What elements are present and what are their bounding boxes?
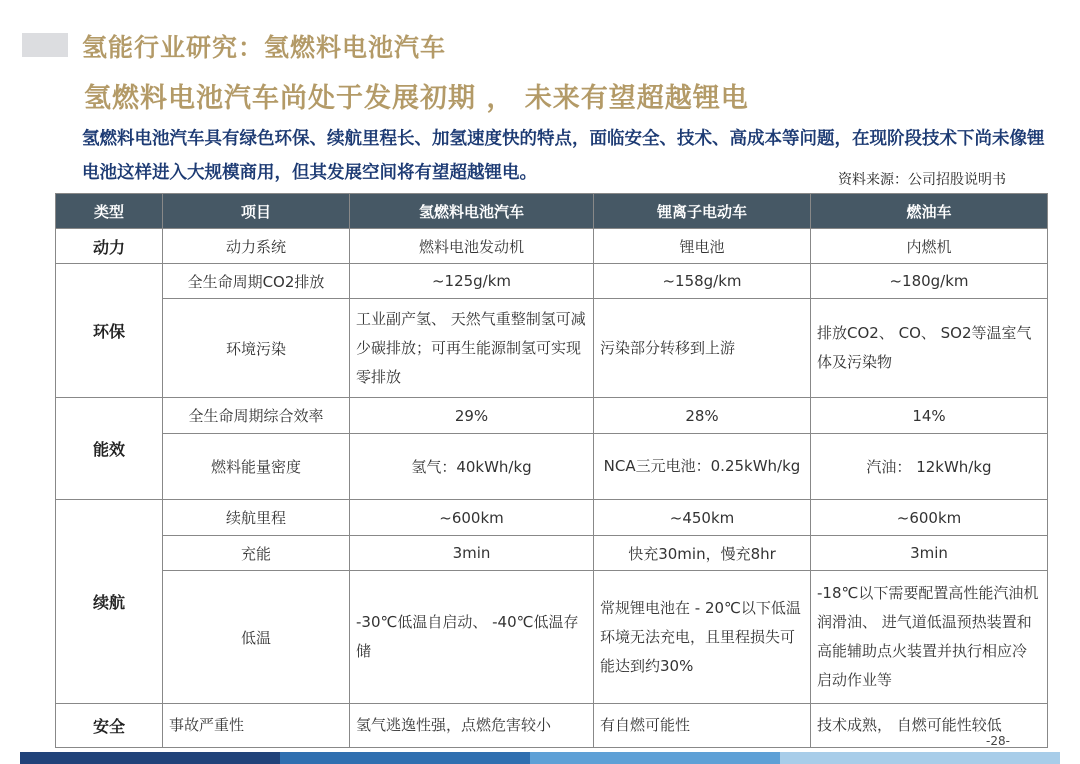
page-title: 氢能行业研究：氢燃料电池汽车 — [82, 33, 447, 62]
row-item: 燃料能量密度 — [163, 434, 350, 500]
comparison-table — [55, 193, 1048, 748]
row-ice: 3min — [811, 536, 1048, 571]
header-fcv: 氢燃料电池汽车 — [350, 194, 594, 229]
row-item: 续航里程 — [163, 500, 350, 536]
footer-bar-segment — [530, 752, 780, 764]
row-ice: 14% — [811, 398, 1048, 434]
footer-bar-segment — [20, 752, 280, 764]
row-fcv: ~125g/km — [350, 264, 594, 299]
row-fcv: 氢气逃逸性强，点燃危害较小 — [350, 704, 594, 748]
row-ice: 技术成熟， 自燃可能性较低 — [811, 704, 1048, 748]
table-row — [56, 434, 1048, 500]
row-ev: ~450km — [594, 500, 811, 536]
table-row — [56, 299, 1048, 398]
source-note: 资料来源：公司招股说明书 — [838, 172, 1006, 188]
row-item: 低温 — [163, 571, 350, 704]
row-fcv: 氢气：40kWh/kg — [350, 434, 594, 500]
row-item: 动力系统 — [163, 229, 350, 264]
table-row — [56, 398, 1048, 434]
row-ice: ~180g/km — [811, 264, 1048, 299]
row-fcv: 3min — [350, 536, 594, 571]
category-efficiency: 能效 — [56, 398, 163, 500]
table-row — [56, 704, 1048, 748]
lead-paragraph: 氢燃料电池汽车具有绿色环保、续航里程长、加氢速度快的特点，面临安全、技术、高成本等问题，在现阶段技术下尚未像锂电池这样进入大规模商用，但其发展空间将有望超越锂电。 — [82, 129, 1045, 183]
row-fcv: -30℃低温自启动、 -40℃低温存储 — [350, 571, 594, 704]
footer-bar-segment — [780, 752, 1060, 764]
row-ev: 28% — [594, 398, 811, 434]
table-row — [56, 571, 1048, 704]
header-type: 类型 — [56, 194, 163, 229]
row-ice: 排放CO2、 CO、 SO2等温室气体及污染物 — [811, 299, 1048, 398]
footer-bar-segment — [280, 752, 530, 764]
row-fcv: 燃料电池发动机 — [350, 229, 594, 264]
row-ev: 有自燃可能性 — [594, 704, 811, 748]
category-power: 动力 — [56, 229, 163, 264]
row-ev: 常规锂电池在 - 20℃以下低温环境无法充电，且里程损失可能达到约30% — [594, 571, 811, 704]
row-item: 环境污染 — [163, 299, 350, 398]
row-ev: 快充30min，慢充8hr — [594, 536, 811, 571]
category-safety: 安全 — [56, 704, 163, 748]
page-subtitle: 氢燃料电池汽车尚处于发展初期 ， 未来有望超越锂电 — [84, 83, 749, 114]
row-fcv: ~600km — [350, 500, 594, 536]
table-row — [56, 264, 1048, 299]
table-row — [56, 536, 1048, 571]
header-ev: 锂离子电动车 — [594, 194, 811, 229]
row-fcv: 29% — [350, 398, 594, 434]
row-ice: 内燃机 — [811, 229, 1048, 264]
title-decoration — [22, 33, 68, 57]
category-range: 续航 — [56, 500, 163, 704]
row-ice: -18℃以下需要配置高性能汽油机润滑油、 进气道低温预热装置和高能辅助点火装置并执行相应冷启动作业等 — [811, 571, 1048, 704]
row-item: 全生命周期综合效率 — [163, 398, 350, 434]
row-ice: 汽油： 12kWh/kg — [811, 434, 1048, 500]
header-item: 项目 — [163, 194, 350, 229]
table-header-row — [56, 194, 1048, 229]
row-ice: ~600km — [811, 500, 1048, 536]
row-ev: 污染部分转移到上游 — [594, 299, 811, 398]
table-row — [56, 229, 1048, 264]
header-ice: 燃油车 — [811, 194, 1048, 229]
row-item: 充能 — [163, 536, 350, 571]
row-ev: NCA三元电池：0.25kWh/kg — [594, 434, 811, 500]
row-fcv: 工业副产氢、 天然气重整制氢可减少碳排放；可再生能源制氢可实现零排放 — [350, 299, 594, 398]
row-ev: ~158g/km — [594, 264, 811, 299]
table-row — [56, 500, 1048, 536]
page-number: -28- — [986, 734, 1010, 748]
row-item: 事故严重性 — [163, 704, 350, 748]
row-item: 全生命周期CO2排放 — [163, 264, 350, 299]
category-env: 环保 — [56, 264, 163, 398]
row-ev: 锂电池 — [594, 229, 811, 264]
